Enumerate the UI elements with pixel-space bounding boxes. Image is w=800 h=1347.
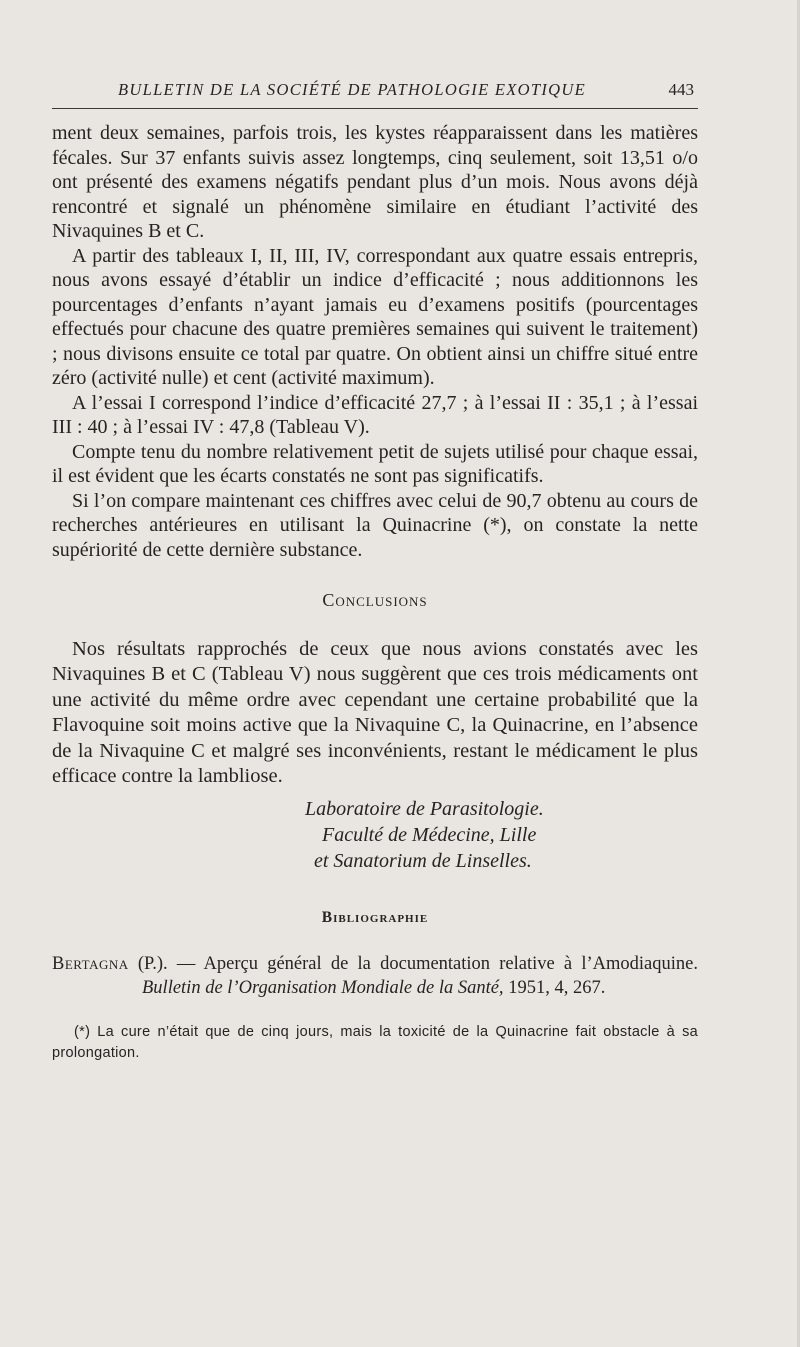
reference-title: (P.). — Aperçu général de la documentation relative à l’Amodiaquine. [128,954,698,974]
affiliation-block [52,796,698,874]
affiliation-line-1: Laboratoire de Parasitologie. [305,797,544,820]
paragraph-3: A l’essai I correspond l’indice d’efficacité 27,7 ; à l’essai II : 35,1 ; à l’essai III : 40 ; à l’essai IV : 47,8 (Tableau V). [52,391,698,438]
running-header [52,80,698,109]
journal-title: BULLETIN DE LA SOCIÉTÉ DE PATHOLOGIE EXOTIQUE [118,80,586,99]
conclusions-paragraph: Nos résultats rapprochés de ceux que nous avions constatés avec les Nivaquines B et C (Tableau V) nous suggèrent que ces trois médicaments ont une activité du même ordre avec cependant une certaine probabilité que la Flavoquine soit moins active que la Nivaquine C, la Quinacrine, en l’absence de la Nivaquine C et malgré ses inconvénients, restant le médicament le plus efficace contre la lambliose. [52,637,698,787]
paragraph-5: Si l’on compare maintenant ces chiffres avec celui de 90,7 obtenu au cours de recherches antérieures en utilisant la Quinacrine (*), on constate la nette supériorité de cette dernière substance. [52,489,698,561]
reference-entry [52,952,698,1000]
conclusions-heading: Conclusions [322,590,428,610]
reference-details: 1951, 4, 267. [503,978,606,998]
reference-journal: Bulletin de l’Organisation Mondiale de la Santé, [142,978,504,998]
paragraph-1: ment deux semaines, parfois trois, les kystes réapparaissent dans les matières fécales. Sur 37 enfants suivis assez longtemps, cinq seulement, soit 13,51 o/o ont présenté des examens négatifs pendant plus d’un mois. Nous avons déjà rencontré et signalé un phénomène similaire en étudiant l’activité des Nivaquines B et C. [52,122,698,242]
footnote: (*) La cure n’était que de cinq jours, mais la toxicité de la Quinacrine fait obstacle à sa prolongation. [52,1024,698,1061]
reference-author: Bertagna [52,954,129,974]
affiliation-line-2: Faculté de Médecine, Lille [322,823,537,846]
paragraph-4: Compte tenu du nombre relativement petit de sujets utilisé pour chaque essai, il est évident que les écarts constatés ne sont pas significatifs. [52,440,698,487]
affiliation-line-3: et Sanatorium de Linselles. [314,849,532,872]
bibliography-heading: Bibliographie [321,908,429,926]
page-number: 443 [668,80,694,99]
paragraph-2: A partir des tableaux I, II, III, IV, correspondant aux quatre essais entrepris, nous avons essayé d’établir un indice d’efficacité ; nous additionnons les pourcentages d’enfants n’ayant jamais eu d’examens positifs (pourcentages effectués pour chacune des quatre premières semaines qui suivent le traitement) ; nous divisons ensuite ce total par quatre. On obtient ainsi un chiffre situé entre zéro (activité nulle) et cent (activité maximum). [52,244,698,389]
main-text [52,121,698,1064]
